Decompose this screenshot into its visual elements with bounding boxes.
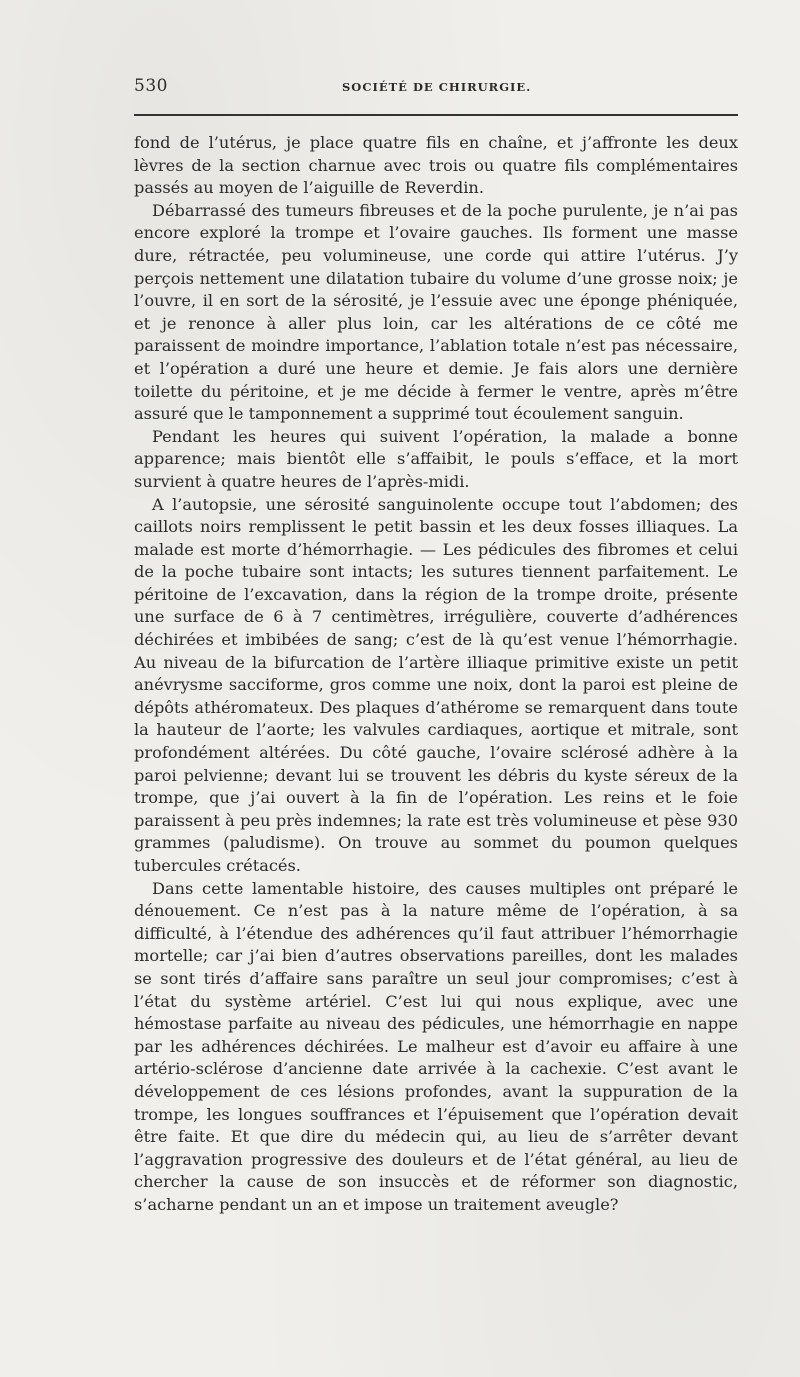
header-rule bbox=[134, 114, 738, 116]
running-head bbox=[134, 76, 738, 98]
paragraph-continued: fond de l’utérus, je place quatre fils en chaîne, et j’affronte les deux lèvres de la section charnue avec trois ou quatre fils complémentaires passés au moyen de l’aiguille de Reverdin. bbox=[134, 133, 738, 198]
paragraph: Dans cette lamentable histoire, des causes multiples ont préparé le dénouement. Ce n’est pas à la nature même de l’opération, à sa difficulté, à l’étendue des adhérences qu’il faut attribuer l’hémorrhagie mortelle; car j’ai bien d’autres observations pareilles, dont les malades se sont tirés d’affaire sans paraître un seul jour compromises; c’est à l’état du système artériel. C’est lui qui nous explique, avec une hémostase parfaite au niveau des pédicules, une hémorrhagie en nappe par les adhérences déchirées. Le malheur est d’avoir eu affaire à une artério-sclérose d’ancienne date arrivée à la cachexie. C’est avant le développement de ces lésions profondes, avant la suppuration de la trompe, les longues souffrances et l’épuisement que l’opération devait être faite. Et que dire du médecin qui, au lieu de s’arrêter devant l’aggravation progressive des douleurs et de l’état général, au lieu de chercher la cause de son insuccès et de réformer son diagnostic, s’acharne pendant un an et impose un traitement aveugle? bbox=[134, 878, 738, 1214]
paragraph: Débarrassé des tumeurs fibreuses et de la poche purulente, je n’ai pas encore exploré la trompe et l’ovaire gauches. Ils forment une masse dure, rétractée, peu volumineuse, une corde qui attire l’utérus. J’y perçois nettement une dilatation tubaire du volume d’une grosse noix; je l’ouvre, il en sort de la sérosité, je l’essuie avec une éponge phéniquée, et je renonce à aller plus loin, car les altérations de ce côté me paraissent de moindre importance, l’ablation totale n’est pas nécessaire, et l’opération a duré une heure et demie. Je fais alors une dernière toilette du péritoine, et je me décide à fermer le ventre, après m’être assuré que le tamponnement a supprimé tout écoulement sanguin. bbox=[134, 200, 738, 424]
page-number: 530 bbox=[134, 76, 168, 96]
paragraph: A l’autopsie, une sérosité sanguinolente occupe tout l’abdomen; des caillots noirs remplissent le petit bassin et les deux fosses illiaques. La malade est morte d’hémorrhagie. — Les pédicules des fibromes et celui de la poche tubaire sont intacts; les sutures tiennent parfaitement. Le péritoine de l’excavation, dans la région de la trompe droite, présente une surface de 6 à 7 centimètres, irrégulière, couverte d’adhérences déchirées et imbibées de sang; c’est de là qu’est venue l’hémorrhagie. Au niveau de la bifurcation de l’artère illiaque primitive existe un petit anévrysme sacciforme, gros comme une noix, dont la paroi est pleine de dépôts athéromateux. Des plaques d’athérome se remarquent dans toute la hauteur de l’aorte; les valvules cardiaques, aortique et mitrale, sont profondément altérées. Du côté gauche, l’ovaire sclérosé adhère à la paroi pelvienne; devant lui se trouvent les débris du kyste séreux de la trompe, que j’ai ouvert à la fin de l’opération. Les reins et le foie paraissent à peu près indemnes; la rate est très volumineuse et pèse 930 grammes (paludisme). On trouve au sommet du poumon quelques tubercules crétacés. bbox=[134, 494, 738, 875]
paragraph: Pendant les heures qui suivent l’opération, la malade a bonne apparence; mais bientôt elle s’affaibit, le pouls s’efface, et la mort survient à quatre heures de l’après-midi. bbox=[134, 426, 738, 491]
body-text bbox=[134, 132, 738, 1217]
journal-title: SOCIÉTÉ DE CHIRURGIE. bbox=[342, 80, 532, 94]
